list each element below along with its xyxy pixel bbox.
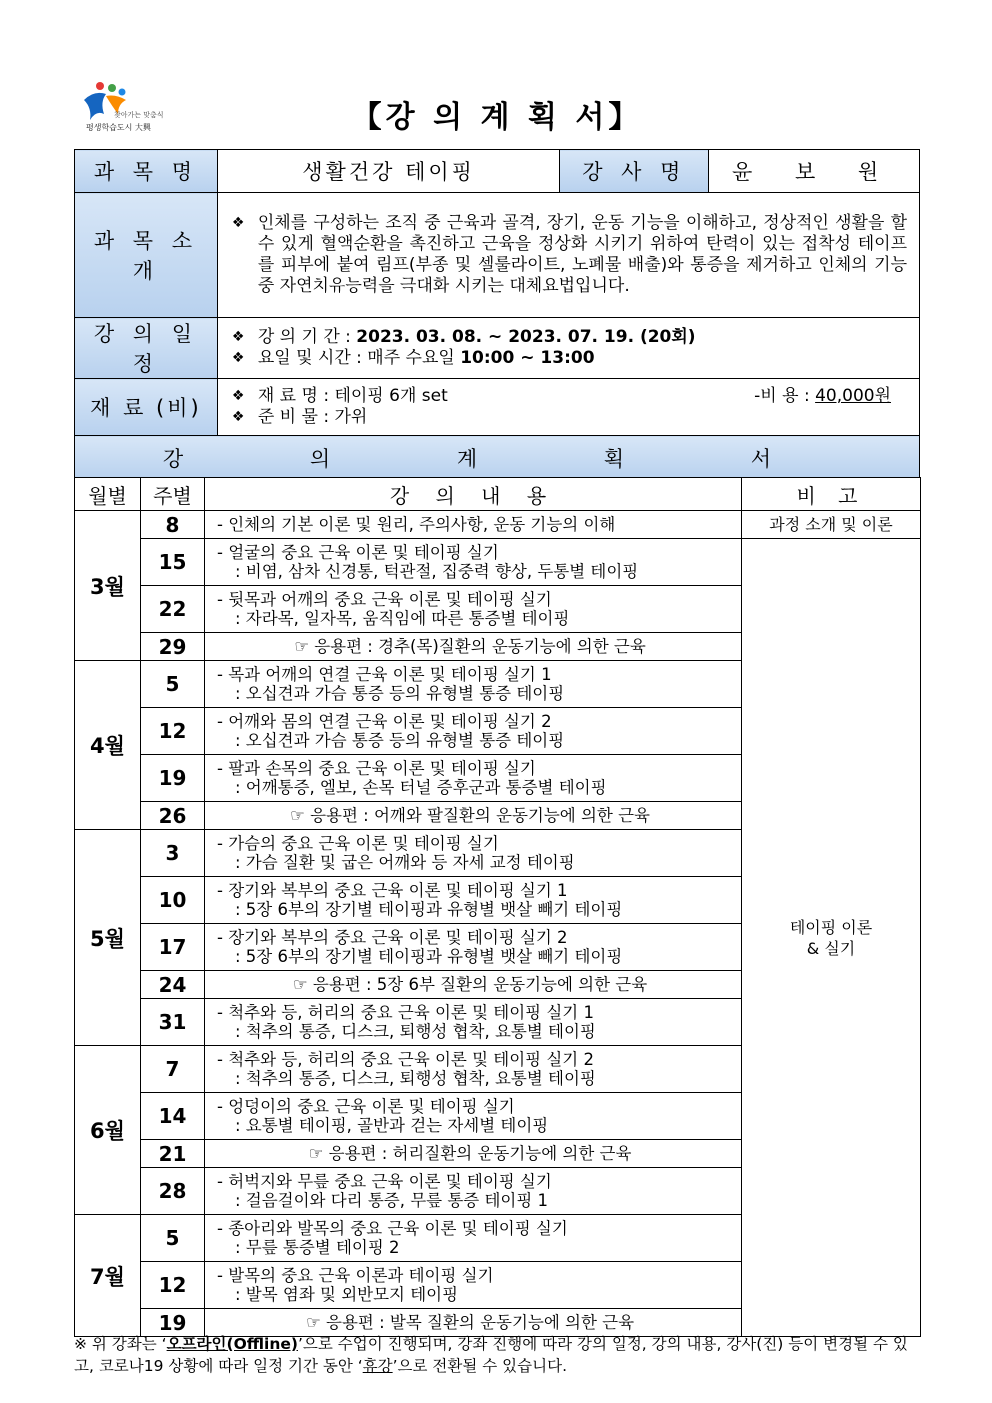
subject-label: 과 목 명	[75, 150, 218, 193]
col-note: 비 고	[742, 478, 921, 511]
time-line: ❖ 요일 및 시간 : 매주 수요일 10:00 ~ 13:00	[232, 348, 907, 369]
content-subline: : 걸음걸이와 다리 통증, 무릎 통증 테이핑 1	[235, 1191, 549, 1210]
logo-tagline: 찾아가는 맞춤식	[114, 111, 164, 119]
content-subline: : 자라목, 일자목, 움직임에 따른 통증별 테이핑	[235, 609, 570, 628]
time-value: 10:00 ~ 13:00	[460, 348, 595, 368]
content-line: - 어깨와 몸의 연결 근육 이론 및 테이핑 실기 2	[217, 712, 552, 731]
month-cell: 7월	[75, 1215, 141, 1337]
content-cell	[205, 924, 742, 971]
content-cell	[205, 1093, 742, 1140]
week-cell: 29	[141, 633, 205, 661]
content-line: - 종아리와 발목의 중요 근육 이론 및 테이핑 실기	[217, 1219, 568, 1238]
content-line: - 얼굴의 중요 근육 이론 및 테이핑 실기	[217, 543, 499, 562]
subject-value: 생활건강 테이핑	[217, 150, 560, 193]
content-subline: : 5장 6부의 장기별 테이핑과 유형별 뱃살 빼기 테이핑	[235, 900, 623, 919]
footnote: ※ 위 강좌는 ‘오프라인(Offline)’으로 수업이 진행되며, 강좌 진행에 따라 강의 일정, 강의 내용, 강사(진) 등이 변경될 수 있고, 코로나19 상황에 따라 일정 기간 동안 ‘휴강’으로 전환될 수 있습니다.	[74, 1335, 908, 1375]
month-cell: 6월	[75, 1046, 141, 1215]
table-row	[75, 511, 921, 539]
content-subline: : 가슴 질환 및 굽은 어깨와 등 자세 교정 테이핑	[235, 853, 575, 872]
content-subline: : 어깨통증, 엘보, 손목 터널 증후군과 통증별 테이핑	[235, 778, 607, 797]
content-line: - 척추와 등, 허리의 중요 근육 이론 및 테이핑 실기 2	[217, 1050, 594, 1069]
content-cell	[205, 755, 742, 802]
week-cell: 5	[141, 1215, 205, 1262]
cost-line: -비 용 : 40,000원	[754, 386, 891, 406]
plan-heading: 강 의 계 획 서	[75, 436, 920, 480]
content-line: ☞ 응용편 : 5장 6부 질환의 운동기능에 의한 근육	[292, 975, 648, 994]
content-subline: : 발목 염좌 및 외반모지 테이핑	[235, 1285, 459, 1304]
week-cell: 3	[141, 830, 205, 877]
content-subline: : 요통별 테이핑, 골반과 걷는 자세별 테이핑	[235, 1116, 549, 1135]
content-cell	[205, 1140, 742, 1168]
content-cell	[205, 1262, 742, 1309]
content-cell	[205, 511, 742, 539]
week-cell: 14	[141, 1093, 205, 1140]
week-cell: 7	[141, 1046, 205, 1093]
week-cell: 31	[141, 999, 205, 1046]
content-subline: : 무릎 통증별 테이핑 2	[235, 1238, 400, 1257]
content-cell	[205, 539, 742, 586]
content-line: ☞ 응용편 : 허리질환의 운동기능에 의한 근육	[308, 1144, 632, 1163]
week-cell: 15	[141, 539, 205, 586]
page-title: 【강 의 계 획 서】	[351, 100, 643, 135]
content-cell	[205, 1046, 742, 1093]
material-cell	[217, 379, 919, 436]
note-main-cell	[742, 539, 921, 1337]
intro-label: 과 목 소 개	[75, 193, 218, 318]
content-line: - 뒷목과 어깨의 중요 근육 이론 및 테이핑 실기	[217, 590, 552, 609]
schedule-cell	[217, 318, 919, 379]
content-cell	[205, 633, 742, 661]
content-line: ☞ 응용편 : 경추(목)질환의 운동기능에 의한 근육	[294, 637, 646, 656]
note-line: 테이핑 이론	[789, 917, 873, 937]
content-cell	[205, 999, 742, 1046]
break-word: 휴강	[362, 1357, 393, 1375]
col-month: 월별	[75, 478, 141, 511]
content-line: - 엉덩이의 중요 근육 이론 및 테이핑 실기	[217, 1097, 515, 1116]
week-cell: 12	[141, 708, 205, 755]
content-line: - 허벅지와 무릎 중요 근육 이론 및 테이핑 실기	[217, 1172, 552, 1191]
col-week: 주별	[141, 478, 205, 511]
period-value: 2023. 03. 08. ~ 2023. 07. 19. (20회)	[356, 327, 696, 347]
week-cell: 26	[141, 802, 205, 830]
prep-line: ❖ 준 비 물 : 가위	[232, 407, 907, 428]
instructor-label: 강 사 명	[560, 150, 709, 193]
col-content: 강 의 내 용	[205, 478, 742, 511]
week-cell: 12	[141, 1262, 205, 1309]
content-line: - 인체의 기본 이론 및 원리, 주의사항, 운동 기능의 이해	[217, 515, 616, 534]
content-cell	[205, 830, 742, 877]
period-line: ❖ 강 의 기 간 : 2023. 03. 08. ~ 2023. 07. 19. (20회)	[232, 327, 907, 348]
week-cell: 24	[141, 971, 205, 999]
content-cell	[205, 971, 742, 999]
content-cell	[205, 661, 742, 708]
content-cell	[205, 802, 742, 830]
content-subline: : 척추의 통증, 디스크, 퇴행성 협착, 요통별 테이핑	[235, 1022, 596, 1041]
week-cell: 10	[141, 877, 205, 924]
content-cell	[205, 1215, 742, 1262]
month-cell: 4월	[75, 661, 141, 830]
document-header	[74, 78, 920, 146]
week-cell: 8	[141, 511, 205, 539]
content-line: - 장기와 복부의 중요 근육 이론 및 테이핑 실기 2	[217, 928, 568, 947]
note-intro-cell: 과정 소개 및 이론	[742, 511, 921, 539]
content-line: - 척추와 등, 허리의 중요 근육 이론 및 테이핑 실기 1	[217, 1003, 594, 1022]
content-line: - 목과 어깨의 연결 근육 이론 및 테이핑 실기 1	[217, 665, 552, 684]
content-line: ☞ 응용편 : 발목 질환의 운동기능에 의한 근육	[305, 1313, 635, 1332]
week-cell: 28	[141, 1168, 205, 1215]
content-line: - 발목의 중요 근육 이론과 테이핑 실기	[217, 1266, 494, 1285]
content-subline: : 5장 6부의 장기별 테이핑과 유형별 뱃살 빼기 테이핑	[235, 947, 623, 966]
lecture-plan-table	[74, 477, 921, 1337]
cost-value: 40,000원	[815, 386, 891, 406]
content-subline: : 척추의 통증, 디스크, 퇴행성 협착, 요통별 테이핑	[235, 1069, 596, 1088]
week-cell: 19	[141, 1309, 205, 1337]
table-row	[75, 539, 921, 586]
note-line: & 실기	[806, 938, 856, 958]
content-cell	[205, 708, 742, 755]
content-subline: : 오십견과 가슴 통증 등의 유형별 통증 테이핑	[235, 731, 565, 750]
content-cell	[205, 586, 742, 633]
content-line: - 장기와 복부의 중요 근육 이론 및 테이핑 실기 1	[217, 881, 568, 900]
logo-name: 평생학습도시 大興	[86, 123, 151, 132]
content-line: - 팔과 손목의 중요 근육 이론 및 테이핑 실기	[217, 759, 536, 778]
content-line: - 가슴의 중요 근육 이론 및 테이핑 실기	[217, 834, 499, 853]
course-info-table	[74, 149, 920, 480]
material-label: 재 료 (비)	[75, 379, 218, 436]
intro-text: ❖ 인체를 구성하는 조직 중 근육과 골격, 장기, 운동 기능을 이해하고, 정상적인 생활을 할 수 있게 혈액순환을 촉진하고 근육을 정상화 시키기 위하여 탄력이 있는 접착성 테이프를 피부에 붙여 림프(부종 및 셀룰라이트, 노폐물 배출)와 통증을 제거하고 인체의 기능 중 자연치유능력을 극대화 시키는 대체요법입니다.	[232, 213, 907, 297]
week-cell: 21	[141, 1140, 205, 1168]
schedule-label: 강 의 일 정	[75, 318, 218, 379]
instructor-value: 윤 보 원	[709, 150, 920, 193]
material-name: ❖ 재 료 명 : 테이핑 6개 set	[232, 386, 448, 407]
content-line: ☞ 응용편 : 어깨와 팔질환의 운동기능에 의한 근육	[290, 806, 650, 825]
offline-word: 오프라인(Offline)	[166, 1335, 298, 1353]
week-cell: 17	[141, 924, 205, 971]
content-subline: : 비염, 삼차 신경통, 턱관절, 집중력 향상, 두통별 테이핑	[235, 562, 639, 581]
week-cell: 19	[141, 755, 205, 802]
week-cell: 5	[141, 661, 205, 708]
week-cell: 22	[141, 586, 205, 633]
intro-cell	[217, 193, 919, 318]
content-subline: : 오십견과 가슴 통증 등의 유형별 통증 테이핑	[235, 684, 565, 703]
content-cell	[205, 1168, 742, 1215]
content-cell	[205, 877, 742, 924]
month-cell: 3월	[75, 511, 141, 661]
month-cell: 5월	[75, 830, 141, 1046]
